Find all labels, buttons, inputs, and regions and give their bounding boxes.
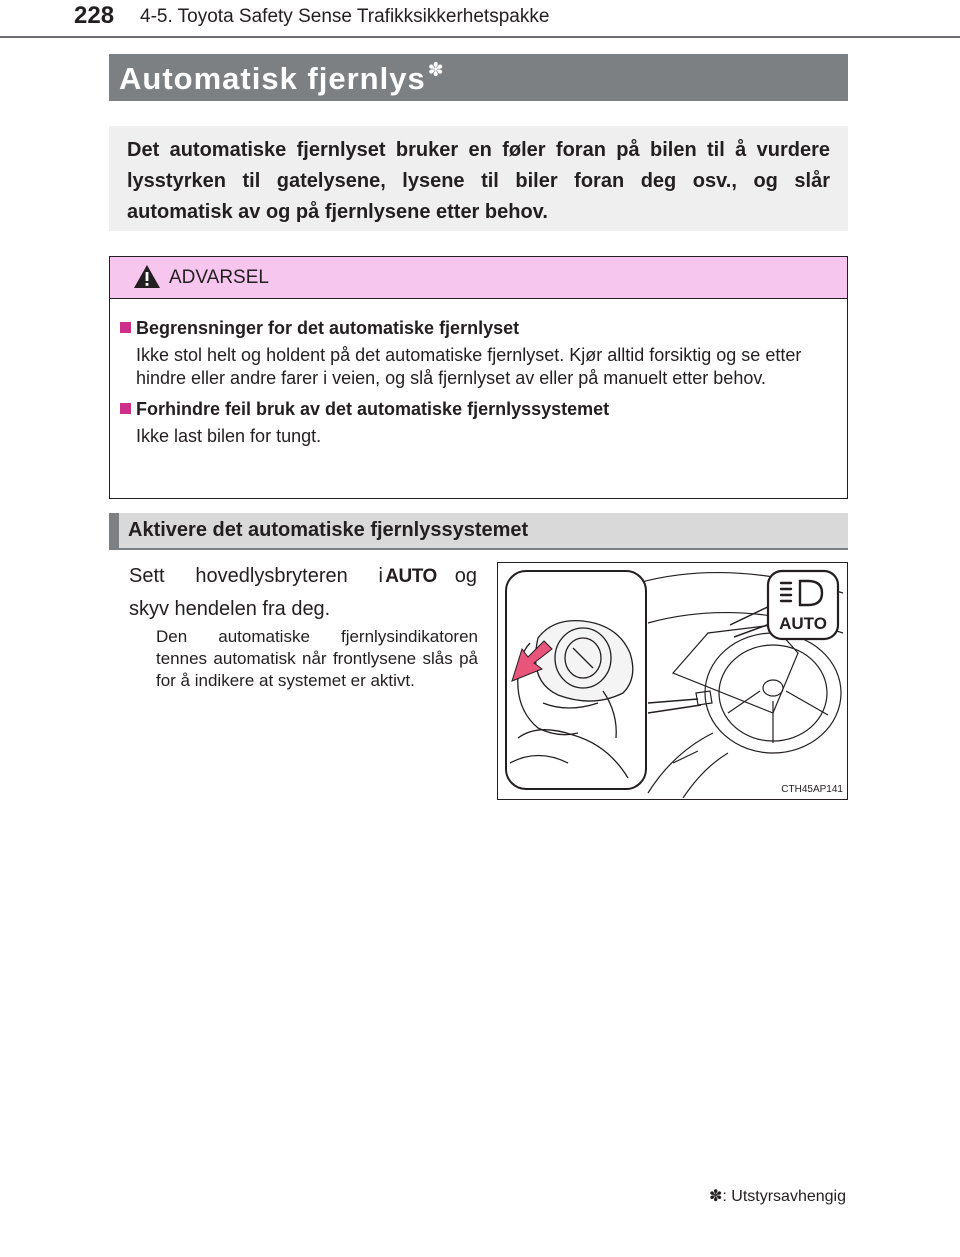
optional-equipment-marker: ✽ [427, 60, 445, 81]
warning-header [110, 257, 847, 299]
lever-illustration [497, 562, 848, 800]
footnote: ✽: Utstyrsavhengig [708, 1188, 846, 1205]
warning-triangle-icon [133, 264, 161, 289]
page-title [109, 54, 848, 101]
step-text-after: og [454, 565, 477, 587]
warning-item-title [120, 398, 831, 421]
warning-item-2-title: Forhindre feil bruk av det automatiske fjernlyssystemet [136, 399, 610, 419]
warning-item-1-text: Ikke stol helt og holdent på det automatiske fjernlyset. Kjør alltid forsiktig og se etter hindre eller andre farer i veien, og slå fjernlyset av eller på manuelt etter behov. [136, 345, 802, 388]
page-title-text: Automatisk fjernlys [119, 61, 426, 96]
header-rule [0, 36, 960, 38]
bullet-square-icon [120, 322, 131, 333]
lever-illustration-drawing [498, 563, 846, 798]
warning-title: ADVARSEL [169, 267, 269, 288]
warning-box [109, 256, 848, 499]
step-text-line2: skyv hendelen fra deg. [129, 598, 331, 620]
section-heading: Aktivere det automatiske fjernlyssystemet [109, 513, 848, 550]
auto-symbol: AUTO [385, 566, 437, 587]
step-text-before: Sett hovedlysbryteren i [129, 565, 383, 587]
step-instruction [129, 560, 477, 625]
warning-item-2-text: Ikke last bilen for tungt. [136, 426, 322, 446]
warning-item-1-title: Begrensninger for det automatiske fjernlyset [136, 318, 520, 338]
running-head: 4-5. Toyota Safety Sense Trafikksikkerhetspakke [140, 6, 550, 27]
indicator-auto-label: AUTO [779, 614, 827, 633]
warning-body [110, 299, 847, 448]
step-note: Den automatiske fjernlysindikatoren tennes automatisk når frontlysene slås på for å indikere at systemet er aktivt. [156, 627, 478, 690]
page-number: 228 [74, 2, 115, 29]
figure-code: CTH45AP141 [781, 784, 843, 795]
bullet-square-icon [120, 403, 131, 414]
intro-box: Det automatiske fjernlyset bruker en føler foran på bilen til å vurdere lysstyrken til gatelysene, lysene til biler foran deg osv., og slår automatisk av og på fjernlysene etter behov. [109, 126, 848, 231]
warning-item-title [120, 317, 831, 340]
